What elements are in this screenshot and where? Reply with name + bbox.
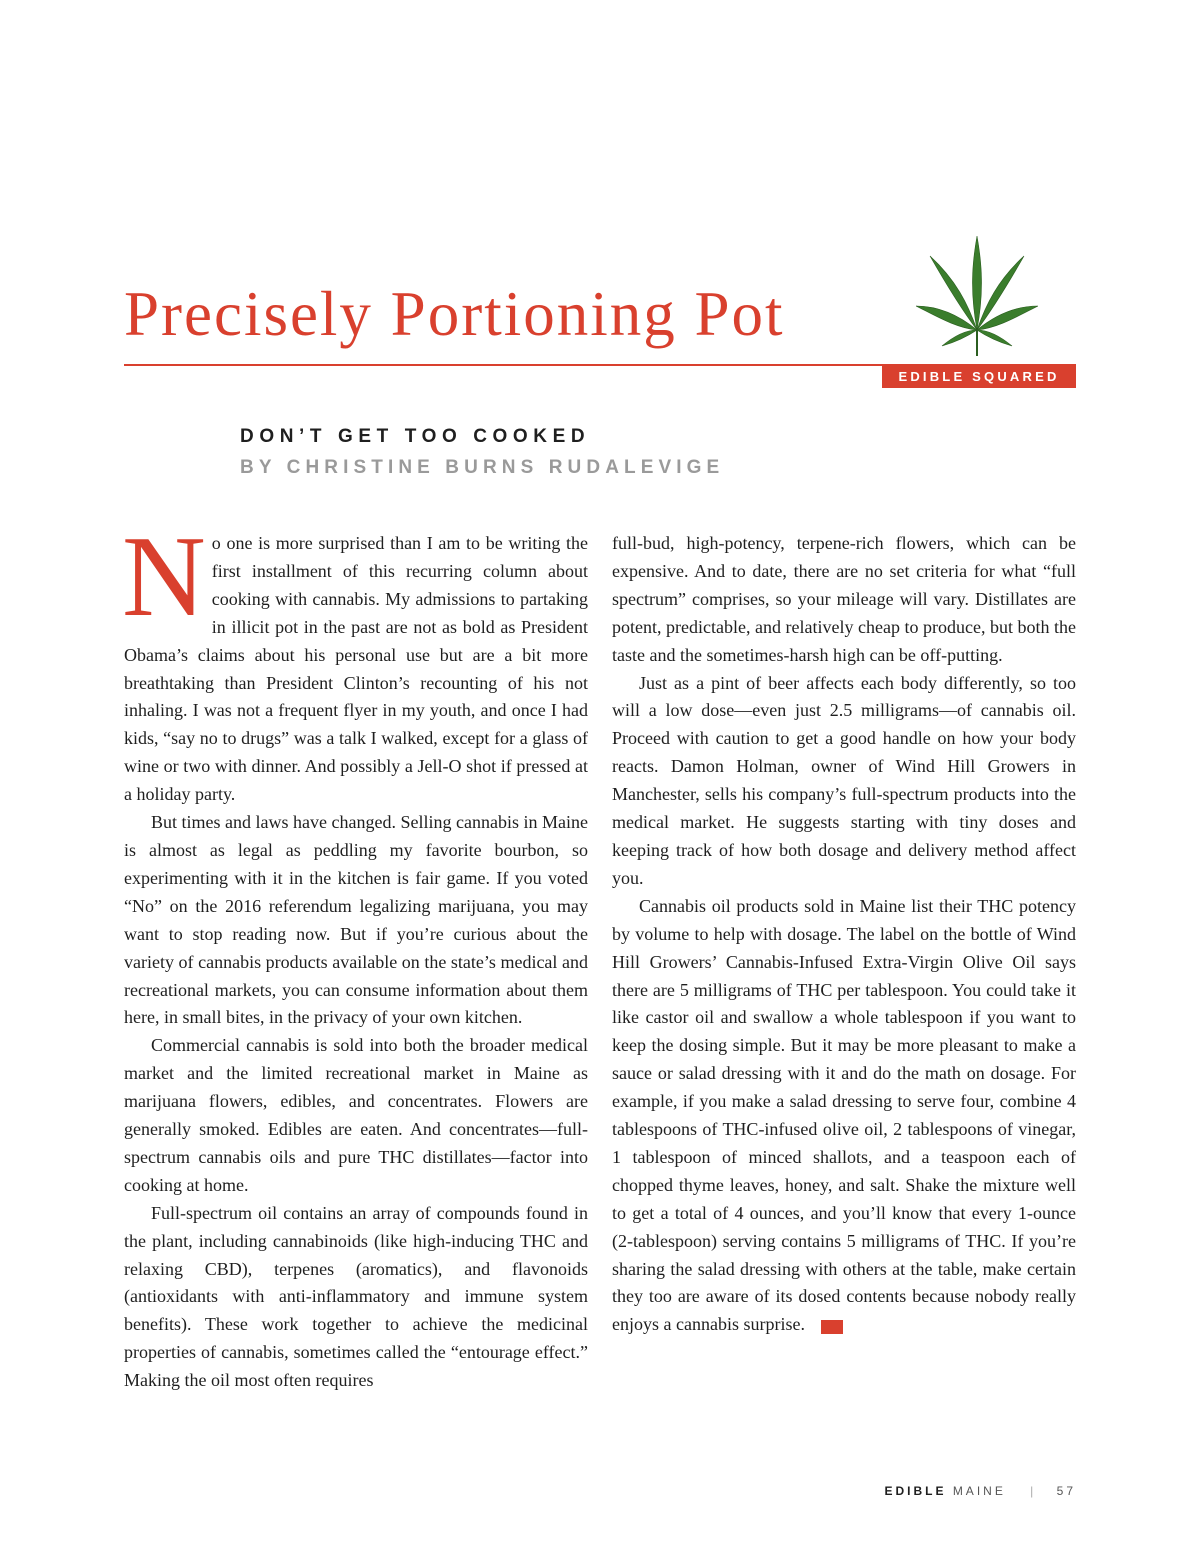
article-subtitle: DON’T GET TOO COOKED [240, 426, 591, 447]
right-column [612, 530, 1076, 1339]
page-footer [884, 1484, 1076, 1498]
left-column [122, 513, 588, 1395]
footer-separator: | [1030, 1484, 1037, 1498]
department-tag: EDIBLE SQUARED [882, 366, 1076, 388]
edible-maine-logo-icon: EM [821, 1320, 843, 1334]
cannabis-leaf-icon [916, 234, 1038, 358]
paragraph: full-bud, high-potency, terpene-rich flowers, which can be expensive. And to date, there are no set criteria for what “full spectrum” comprises, so your mileage will vary. Distillates are potent, predictable, and relatively cheap to produce, but both the taste and the sometimes-harsh high can be off-putting. [612, 533, 1076, 665]
article-byline: BY CHRISTINE BURNS RUDALEVIGE [240, 457, 725, 478]
paragraph: Commercial cannabis is sold into both the broader medical market and the limited recreational market in Maine as marijuana flowers, edibles, and concentrates. Flowers are generally smoked. Edibles are eaten. And concentrates—full-spectrum cannabis oils and pure THC distillates—factor into cooking at home. [124, 1035, 588, 1195]
magazine-name-bold: EDIBLE [884, 1484, 947, 1498]
drop-cap: N [122, 513, 206, 641]
paragraph: Cannabis oil products sold in Maine list their THC potency by volume to help with dosage. The label on the bottle of Wind Hill Growers’ Cannabis-Infused Extra-Virgin Olive Oil says there are 5 milligrams of THC per tablespoon. You could take it like castor oil and swallow a whole tablespoon if you want to keep the dosing simple. But it may be more pleasant to make a sauce or salad dressing with it and do the math on dosage. For example, if you make a salad dressing to serve four, combine 4 tablespoons of THC-infused olive oil, 2 tablespoons of vinegar, 1 tablespoon of minced shallots, and a teaspoon each of chopped thyme leaves, honey, and salt. Shake the mixture well to get a total of 4 ounces, and you’ll know that every 1-ounce (2-tablespoon) serving contains 5 milligrams of THC. If you’re sharing the salad dressing with others at the table, make certain they too are aware of its dosed contents because nobody really enjoys a cannabis surprise. EM [612, 895, 1076, 1335]
article-title: Precisely Portioning Pot [124, 279, 785, 349]
paragraph: Just as a pint of beer affects each body differently, so too will a low dose—even just 2.5 milligrams—of cannabis oil. Proceed with caution to get a good handle on how your body reacts. Damon Holman, owner of Wind Hill Growers in Manchester, sells his company’s full-spectrum products into the medical market. He suggests starting with tiny doses and keeping track of how both dosage and delivery method affect you. [612, 672, 1076, 888]
paragraph: But times and laws have changed. Selling cannabis in Maine is almost as legal as peddling my favorite bourbon, so experimenting with it in the kitchen is fair game. If you voted “No” on the 2016 referendum legalizing marijuana, you may want to stop reading now. But if you’re curious about the variety of cannabis products available on the state’s medical and recreational markets, you can consume information about them here, in small bites, in the privacy of your own kitchen. [124, 812, 588, 1028]
page-number: 57 [1056, 1484, 1076, 1498]
paragraph: No one is more surprised than I am to be writing the first installment of this recurring column about cooking with cannabis. My admissions to partaking in illicit pot in the past are not as bold as President Obama’s claims about his personal use but are a bit more breathtaking than President Clinton’s recounting of his not inhaling. I was not a frequent flyer in my youth, and once I had kids, “say no to drugs” was a talk I walked, except for a glass of wine or two with dinner. And possibly a Jell-O shot if pressed at a holiday party. [122, 513, 588, 805]
magazine-name-light: MAINE [952, 1484, 1006, 1498]
paragraph: Full-spectrum oil contains an array of compounds found in the plant, including cannabinoids (like high-inducing THC and relaxing CBD), terpenes (aromatics), and flavonoids (antioxidants with anti-inflammatory and immune system benefits). These work together to achieve the medicinal properties of cannabis, sometimes called the “entourage effect.” Making the oil most often requires [124, 1202, 588, 1391]
